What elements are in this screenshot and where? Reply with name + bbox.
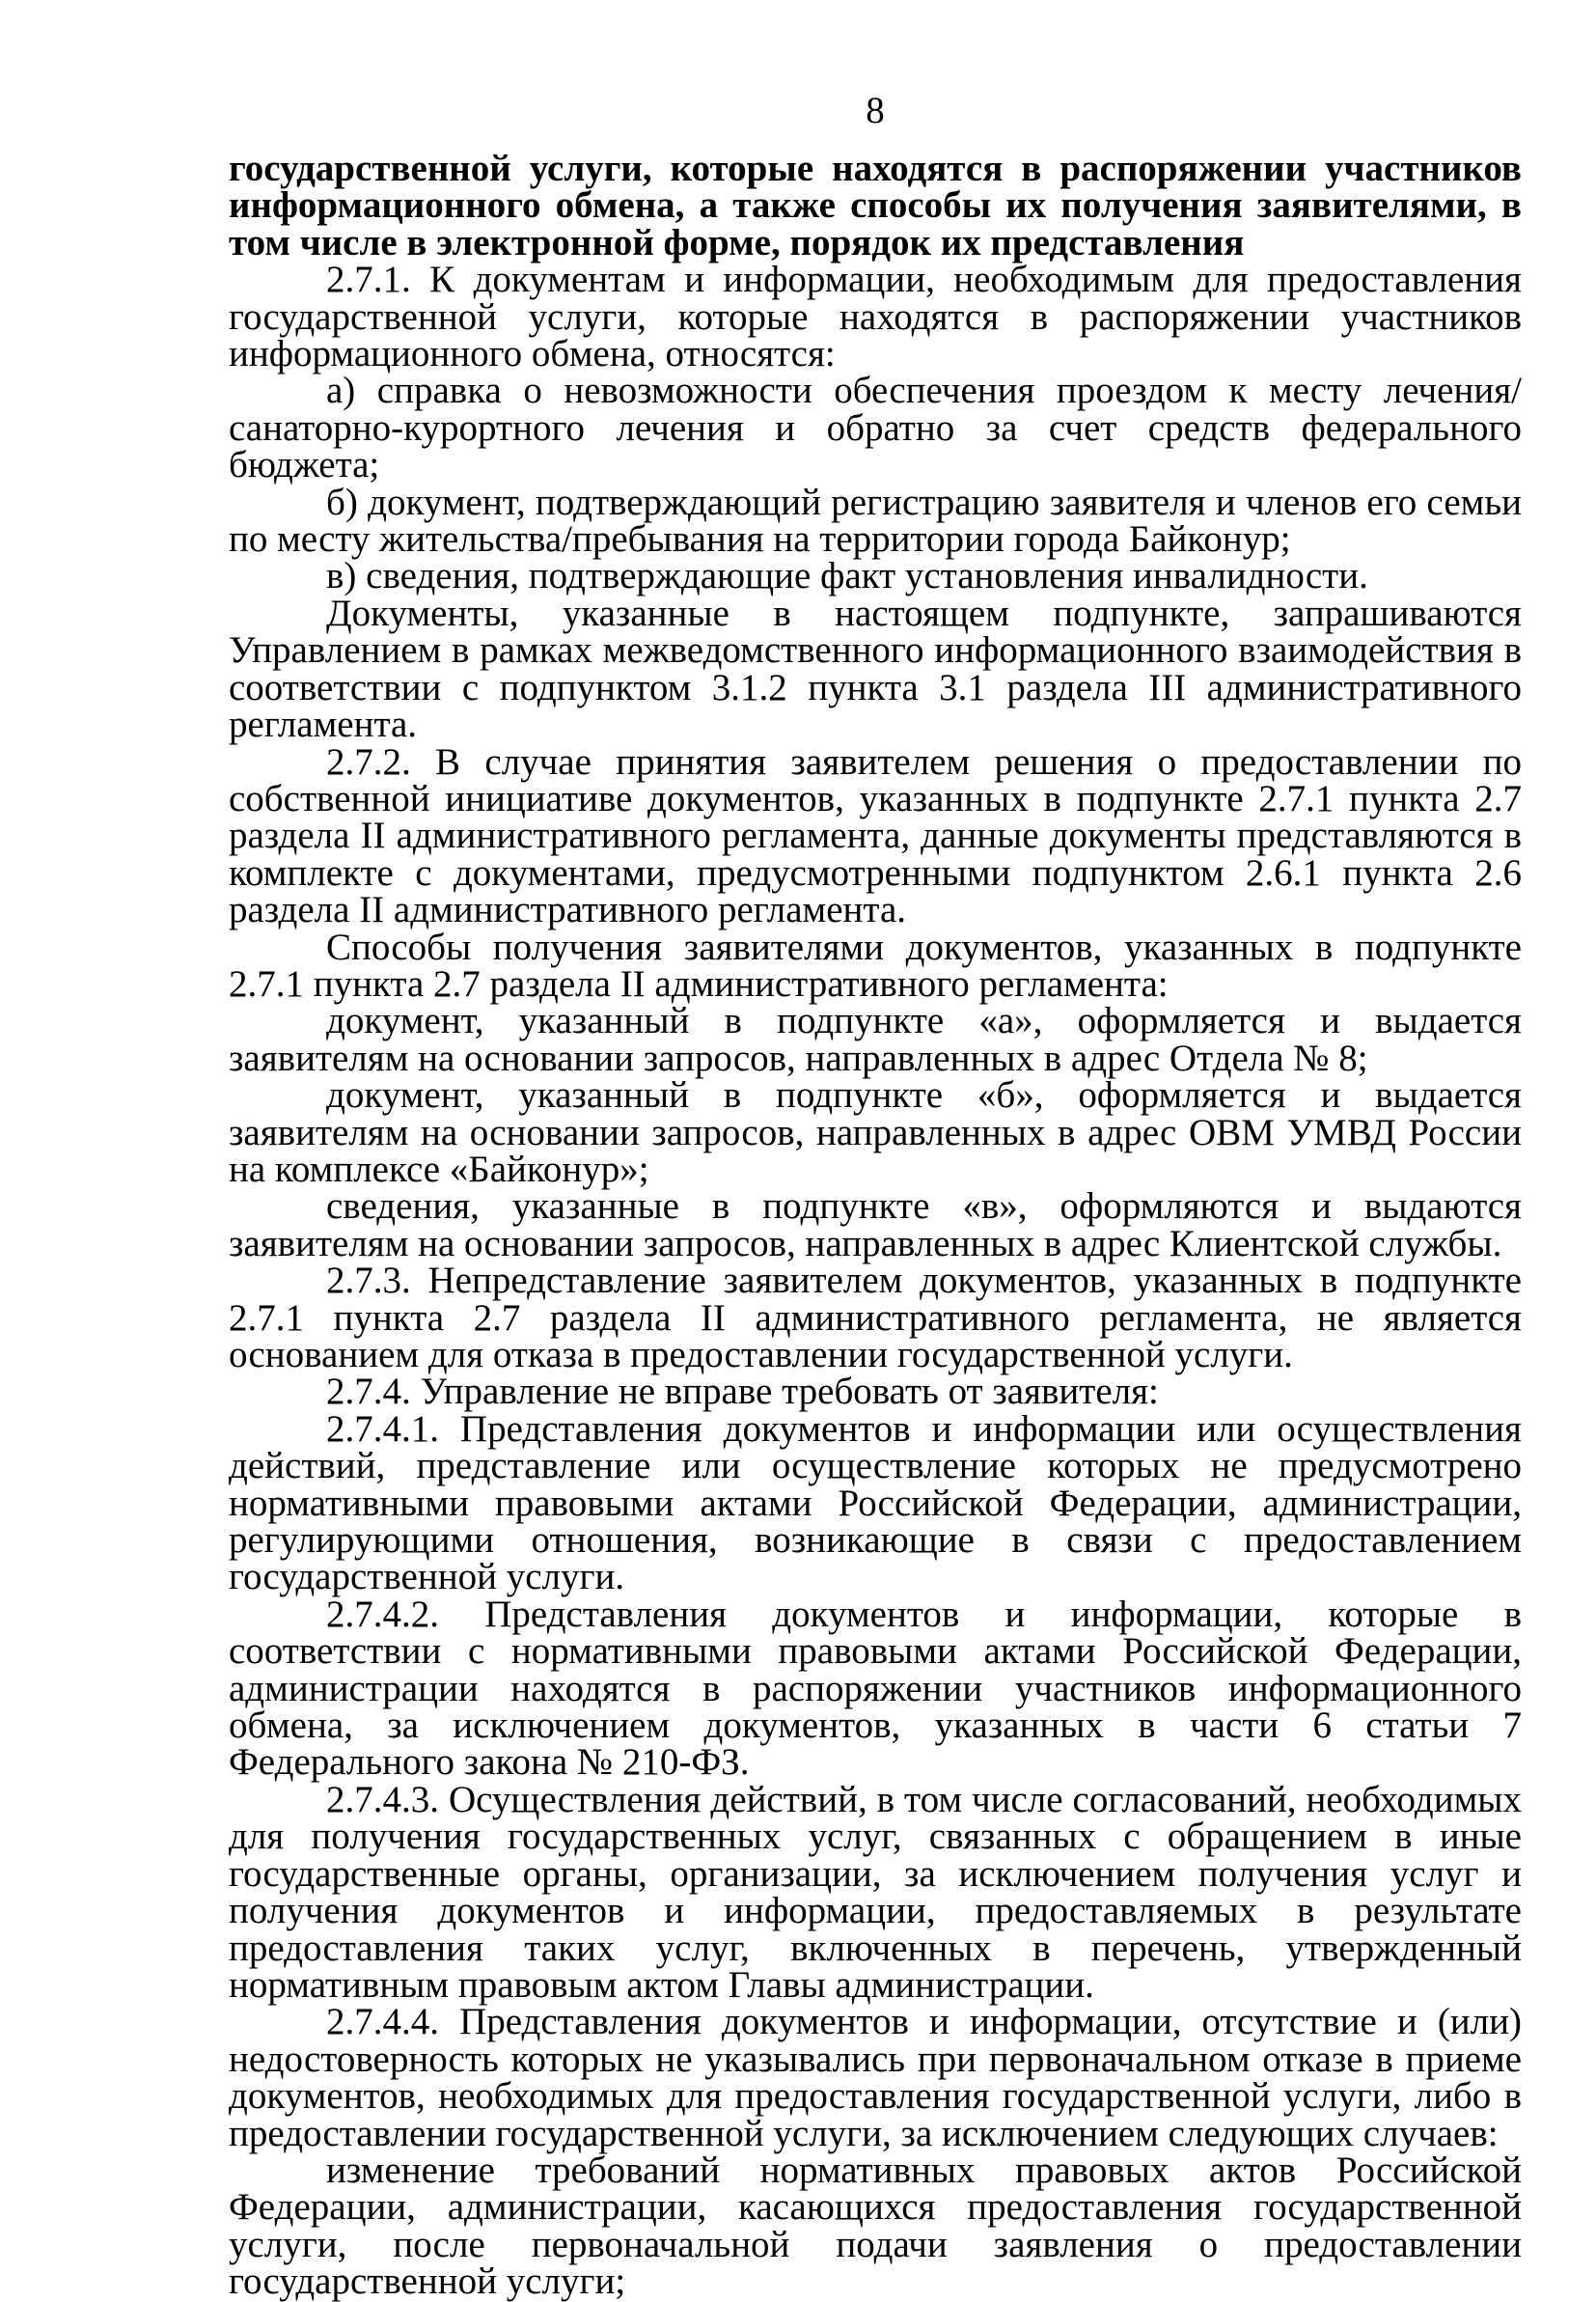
paragraph-documents-request: Документы, указанные в настоящем подпункте, запрашиваются Управлением в рамках межведомственного информационного взаимодействия в соответствии с подпунктом 3.1.2 пункта 3.1 раздела III административного регламента. xyxy=(229,592,1522,746)
paragraph-item-a: а) справка о невозможности обеспечения проездом к месту лечения/санаторно-курортного лечения и обратно за счет средств федерального бюджета; xyxy=(229,370,1522,486)
paragraph-details-v: сведения, указанные в подпункте «в», оформляются и выдаются заявителям на основании запросов, направленных в адрес Клиентской службы. xyxy=(229,1185,1522,1264)
section-heading: государственной услуги, которые находятся в распоряжении участников информационного обмена, а также способы их получения заявителями, в том числе в электронной форме, порядок их представления xyxy=(229,148,1522,263)
page-number: 8 xyxy=(866,90,885,131)
paragraph-document-b: документ, указанный в подпункте «б», оформляется и выдается заявителям на основании запросов, направленных в адрес ОВМ УМВД России на комплексе «Байконур»; xyxy=(229,1074,1522,1190)
paragraph-2-7-4-1: 2.7.4.1. Представления документов и информации или осуществления действий, представление или осуществление которых не предусмотрено нормативными правовыми актами Российской Федерации, администрации, регулирующими отношения, возникающие в связи с предоставлением государственной услуги. xyxy=(229,1407,1522,1598)
paragraph-document-a: документ, указанный в подпункте «а», оформляется и выдается заявителям на основании запросов, направленных в адрес Отдела № 8; xyxy=(229,1000,1522,1079)
paragraph-2-7-4-4: 2.7.4.4. Представления документов и информации, отсутствие и (или) недостоверность которых не указывались при первоначальном отказе в приеме документов, необходимых для предоставления государственной услуги, либо в предоставлении государственной услуги, за исключением следующих случаев: xyxy=(229,2001,1522,2154)
paragraph-2-7-4-3: 2.7.4.3. Осуществления действий, в том числе согласований, необходимых для получения государственных услуг, связанных с обращением в иные государственные органы, организации, за исключением получения услуг и получения документов и информации, предоставляемых в результате предоставления таких услуг, включенных в перечень, утвержденный нормативным правовым актом Главы администрации. xyxy=(229,1778,1522,2006)
paragraph-item-v: в) сведения, подтверждающие факт установления инвалидности. xyxy=(326,555,1368,597)
paragraph-2-7-1: 2.7.1. К документам и информации, необходимым для предоставления государственной услуги, которые находятся в распоряжении участников информационного обмена, относятся: xyxy=(229,259,1522,375)
paragraph-2-7-2: 2.7.2. В случае принятия заявителем решения о предоставлении по собственной инициативе документов, указанных в подпункте 2.7.1 пункта 2.7 раздела II административного регламента, данные документы представляются в комплекте с документами, предусмотренными подпунктом 2.6.1 пункта 2.6 раздела II административного регламента. xyxy=(229,740,1522,931)
paragraph-item-b: б) документ, подтверждающий регистрацию заявителя и членов его семьи по месту жительства/пребывания на территории города Байконур; xyxy=(229,481,1522,561)
paragraph-change-of-requirements: изменение требований нормативных правовых актов Российской Федерации, администрации, касающихся предоставления государственной услуги, после первоначальной подачи заявления о предоставлении государственной услуги; xyxy=(229,2149,1522,2302)
paragraph-ways-of-obtaining: Способы получения заявителями документов, указанных в подпункте 2.7.1 пункта 2.7 раздела II административного регламента: xyxy=(229,926,1522,1005)
paragraph-2-7-4-2: 2.7.4.2. Представления документов и информации, которые в соответствии с нормативными правовыми актами Российской Федерации, администрации находятся в распоряжении участников информационного обмена, за исключением документов, указанных в части 6 статьи 7 Федерального закона № 210-ФЗ. xyxy=(229,1593,1522,1784)
paragraph-2-7-3: 2.7.3. Непредставление заявителем документов, указанных в подпункте 2.7.1 пункта 2.7 раздела II административного регламента, не является основанием для отказа в предоставлении государственной услуги. xyxy=(229,1260,1522,1375)
paragraph-2-7-4: 2.7.4. Управление не вправе требовать от заявителя: xyxy=(326,1371,1159,1413)
document-body xyxy=(229,148,1522,2302)
